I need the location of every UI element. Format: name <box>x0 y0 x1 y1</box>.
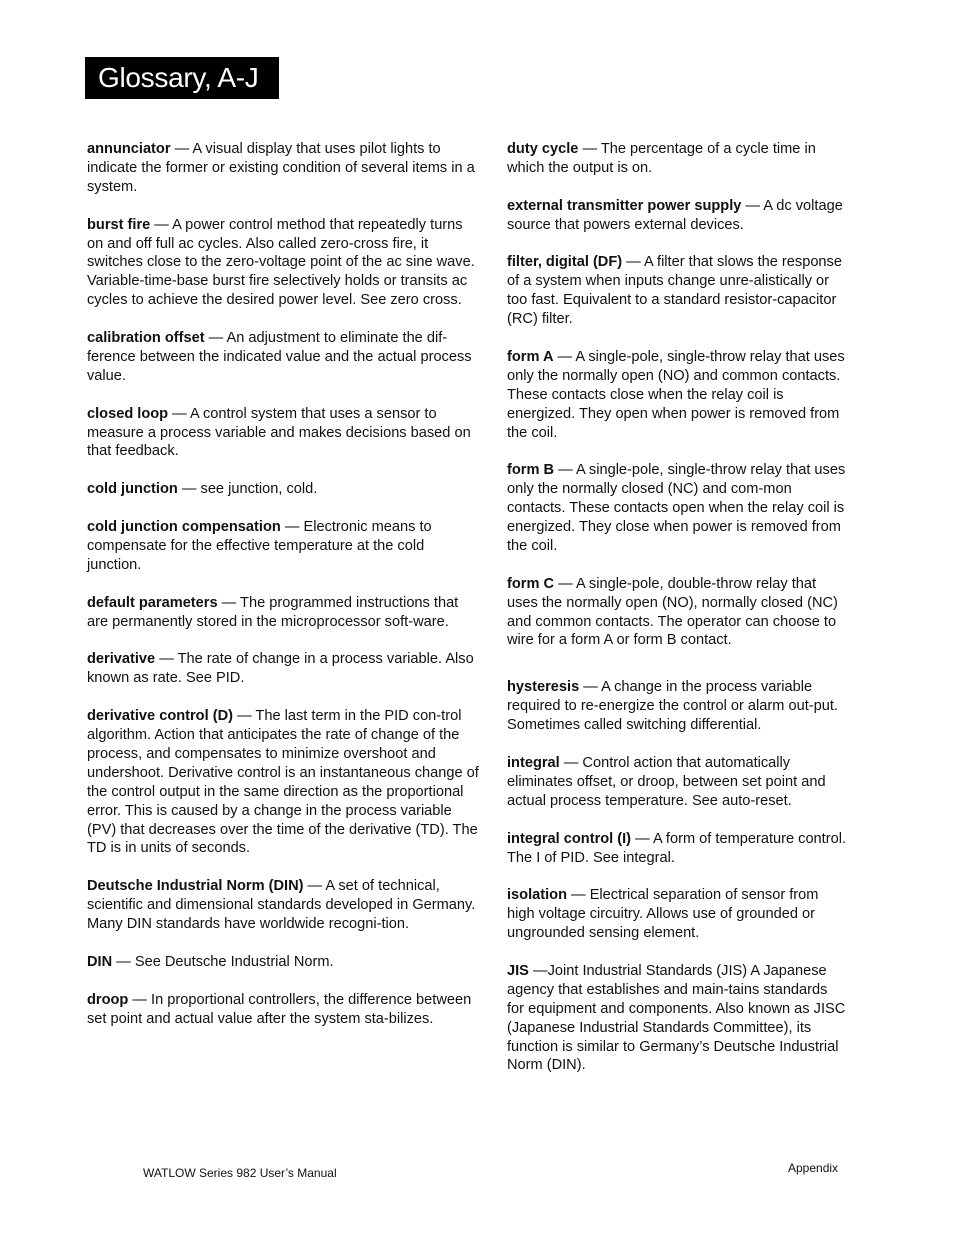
glossary-definition: A control system that uses a sensor to measure a process variable and makes decisions based on that feedback. <box>87 405 471 460</box>
glossary-term: JIS <box>507 962 529 979</box>
term-separator: — <box>553 348 576 365</box>
term-separator: — <box>155 651 178 668</box>
glossary-entry <box>87 480 482 499</box>
glossary-entry <box>507 962 847 1075</box>
glossary-definition: The percentage of a cycle time in which the output is on. <box>507 141 816 176</box>
glossary-definition: The programmed instructions that are permanently stored in the microprocessor soft-ware. <box>87 594 459 630</box>
glossary-definition: In proportional controllers, the difference between set point and actual value after the system sta-bilizes. <box>87 991 472 1027</box>
term-separator: — <box>622 254 645 271</box>
glossary-definition: Joint Industrial Standards (JIS) A Japanese agency that establishes and main-tains standards for equipment and components. Also known as JISC (Japanese Industrial Standards Committee), its function is similar to Germany’s Deutsche Industrial Norm (DIN). <box>507 962 846 1074</box>
glossary-definition: An adjustment to eliminate the dif-ference between the indicated value and the actual process value. <box>87 330 472 384</box>
glossary-definition: The last term in the PID con-trol algorithm. Action that anticipates the rate of change of the process, and compensates to minimize overshoot and undershoot. Derivative control is an instantaneous change of the control output in the same direction as the proportional error. This is caused by a change in the process variable (PV) that decreases over the time of the derivative (TD). The TD is in units of seconds. <box>87 708 479 857</box>
term-separator: — <box>280 519 304 536</box>
glossary-entry <box>87 518 482 575</box>
glossary-term: closed loop <box>87 405 169 422</box>
glossary-term: hysteresis <box>507 679 580 696</box>
glossary-entry <box>507 253 847 329</box>
term-separator: — <box>170 141 193 157</box>
glossary-entry <box>507 886 847 943</box>
term-separator: — <box>128 991 152 1008</box>
glossary-term: annunciator <box>87 141 171 157</box>
glossary-entry <box>87 216 482 311</box>
glossary-term: integral control (I) <box>507 830 632 847</box>
glossary-definition: Electronic means to compensate for the effective temperature at the cold junction. <box>87 519 432 573</box>
glossary-term: droop <box>87 991 129 1008</box>
page-title: Glossary, A-J <box>85 57 279 99</box>
term-separator: — <box>559 755 583 771</box>
glossary-entry <box>507 140 847 178</box>
glossary-entry <box>507 575 847 651</box>
glossary-term: calibration offset <box>87 330 205 347</box>
glossary-term: form C <box>507 575 555 592</box>
glossary-definition: A set of technical, scientific and dimensional standards developed in Germany. Many DIN standards have worldwide recogni-tion. <box>87 878 476 933</box>
glossary-definition: A dc voltage source that powers external devices. <box>507 197 843 233</box>
glossary-term: cold junction <box>87 481 178 498</box>
glossary-definition: A single-pole, single-throw relay that uses only the normally closed (NC) and com-mon contacts. These contacts open when the relay coil is energized. They close when power is removed from the coil. <box>507 462 846 554</box>
term-separator: — <box>567 887 590 904</box>
glossary-definition: A single-pole, single-throw relay that uses only the normally open (NO) and common contacts. These contacts close when the relay coil is energized. They open when power is removed from the coil. <box>507 348 845 441</box>
glossary-definition: A single-pole, double-throw relay that uses the normally open (NO), normally closed (NC) and common contacts. The operator can choose to wire for a form A or form B contact. <box>507 575 838 649</box>
glossary-term: integral <box>507 755 560 771</box>
glossary-entry <box>507 830 847 868</box>
glossary-definition: A visual display that uses pilot lights to indicate the former or existing condition of several items in a system. <box>87 141 475 195</box>
term-separator: — <box>631 830 653 847</box>
term-separator: — <box>528 962 548 979</box>
glossary-term: form A <box>507 348 554 365</box>
glossary-column-left <box>87 140 482 1047</box>
term-separator: — <box>112 953 135 970</box>
term-separator: — <box>554 462 576 479</box>
glossary-definition: The rate of change in a process variable. Also known as rate. See PID. <box>87 651 474 687</box>
glossary-entry <box>87 707 482 858</box>
glossary-term: derivative <box>87 651 156 668</box>
footer-manual-title: WATLOW Series 982 User’s Manual <box>143 1166 337 1180</box>
glossary-term: DIN <box>87 953 113 970</box>
term-separator: — <box>177 481 201 498</box>
glossary-column-right <box>507 140 847 1094</box>
term-separator: — <box>554 575 576 592</box>
glossary-term: filter, digital (DF) <box>507 254 623 271</box>
glossary-term: cold junction compensation <box>87 519 281 536</box>
glossary-entry <box>507 461 847 556</box>
glossary-definition: Control action that automatically eliminates offset, or droop, between set point and actual process temperature. See auto-reset. <box>507 755 826 809</box>
glossary-entry <box>87 991 482 1029</box>
glossary-entry <box>87 953 482 972</box>
glossary-entry <box>87 594 482 632</box>
glossary-definition: see junction, cold. <box>200 481 318 498</box>
glossary-term: default parameters <box>87 594 218 611</box>
term-separator: — <box>150 216 173 233</box>
term-separator: — <box>741 197 764 214</box>
term-separator: — <box>303 878 326 895</box>
glossary-term: burst fire <box>87 216 151 233</box>
glossary-entry <box>507 754 847 811</box>
term-separator: — <box>232 708 256 725</box>
glossary-term: duty cycle <box>507 141 579 157</box>
glossary-entry <box>87 877 482 934</box>
glossary-entry <box>87 650 482 688</box>
footer-section-name: Appendix <box>788 1161 839 1175</box>
glossary-entry <box>87 329 482 386</box>
glossary-definition: Electrical separation of sensor from high voltage circuitry. Allows use of grounded or ungrounded sensing element. <box>507 887 819 942</box>
glossary-entry <box>507 348 847 443</box>
glossary-definition: A change in the process variable required to re-energize the control or alarm out-put. Sometimes called switching differential. <box>507 679 838 734</box>
glossary-term: Deutsche Industrial Norm (DIN) <box>87 878 304 895</box>
glossary-entry <box>87 140 482 197</box>
term-separator: — <box>204 330 227 347</box>
glossary-entry <box>87 405 482 462</box>
glossary-term: form B <box>507 462 555 479</box>
glossary-entry <box>507 197 847 235</box>
term-separator: — <box>578 141 601 157</box>
glossary-definition: A power control method that repeatedly turns on and off full ac cycles. Also called zero-cross fire, it switches close to the zero-voltage point of the ac sine wave. Variable-time-base burst fire selectively holds or transits ac cycles to achieve the desired power level. See zero cross. <box>87 216 475 309</box>
glossary-term: derivative control (D) <box>87 708 233 725</box>
glossary-entry <box>507 678 847 735</box>
term-separator: — <box>217 594 241 611</box>
glossary-definition: See Deutsche Industrial Norm. <box>134 953 334 970</box>
glossary-term: external transmitter power supply <box>507 197 742 214</box>
glossary-definition: A form of temperature control. The I of PID. See integral. <box>507 830 846 866</box>
term-separator: — <box>579 679 602 696</box>
glossary-definition: A filter that slows the response of a system when inputs change unre-alistically or too fast. Equivalent to a standard resistor-capacitor (RC) filter. <box>507 254 842 328</box>
glossary-term: isolation <box>507 887 567 904</box>
term-separator: — <box>168 405 190 422</box>
